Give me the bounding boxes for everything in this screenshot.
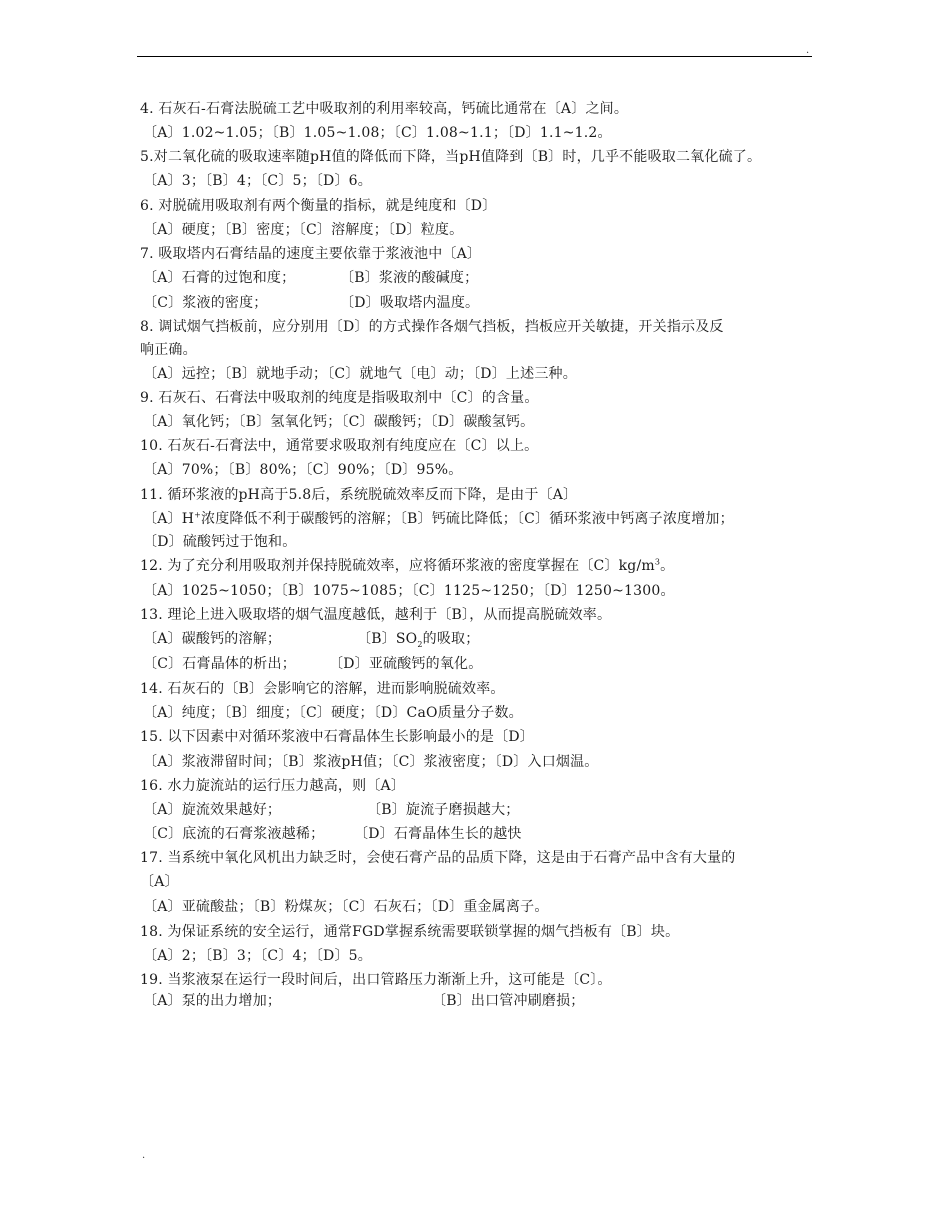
- options-15: 〔A〕浆液滞留时间；〔B〕浆液pH值；〔C〕浆液密度；〔D〕入口烟温。: [143, 754, 599, 770]
- footer-dot: .: [142, 1150, 146, 1161]
- option-13a: 〔A〕碳酸钙的溶解；: [143, 631, 282, 647]
- header-rule: [137, 56, 812, 57]
- option-13c: 〔C〕石膏晶体的析出；: [143, 656, 296, 672]
- options-4: 〔A〕1.02~1.05；〔B〕1.05~1.08；〔C〕1.08~1.1；〔D〕1.1~1.2。: [143, 125, 612, 141]
- question-13: 13. 理论上进入吸取塔的烟气温度越低，越利于〔B〕，从而提高脱硫效率。: [140, 607, 612, 623]
- question-12: 12. 为了充分利用吸取剂并保持脱硫效率，应将循环浆液的密度掌握在〔C〕$kg/m^3$。: [140, 557, 675, 574]
- question-8: 8. 调试烟气挡板前，应分别用〔D〕的方式操作各烟气挡板，挡板应开关敏捷，开关指示及反: [140, 319, 724, 335]
- question-5: 5.对二氧化硫的吸取速率随pH值的降低而下降，当pH值降到〔B〕时，几乎不能吸取二氧化硫了。: [140, 149, 762, 165]
- question-15: 15. 以下因素中对循环浆液中石膏晶体生长影响最小的是〔D〕: [140, 729, 534, 745]
- option-7a: 〔A〕石膏的过饱和度；: [143, 270, 296, 286]
- question-8-cont: 响正确。: [140, 342, 197, 358]
- option-19a: 〔A〕泵的出力增加；: [143, 993, 282, 1009]
- question-17: 17. 当系统中氧化风机出力缺乏时，会使石膏产品的品质下降，这是由于石膏产品中含有大量的: [140, 850, 736, 866]
- header-dot: .: [806, 45, 810, 56]
- question-16: 16. 水力旋流站的运行压力越高，则〔A〕: [140, 778, 406, 794]
- options-11-cont: 〔D〕硫酸钙过于饱和。: [143, 534, 297, 550]
- options-6: 〔A〕硬度；〔B〕密度；〔C〕溶解度；〔D〕粒度。: [143, 222, 464, 238]
- options-10: 〔A〕70%；〔B〕80%；〔C〕90%；〔D〕95%。: [143, 462, 463, 478]
- option-16c: 〔C〕底流的石膏浆液越稀；: [143, 826, 325, 842]
- option-13d: 〔D〕亚硫酸钙的氧化。: [329, 656, 483, 672]
- options-17: 〔A〕亚硫酸盐；〔B〕粉煤灰；〔C〕石灰石；〔D〕重金属离子。: [143, 899, 549, 915]
- options-13-row2: [143, 655, 482, 673]
- options-19-row1: [143, 992, 585, 1010]
- subscript-2: 2: [417, 639, 423, 649]
- options-11: 〔A〕H+浓度降低不利于碳酸钙的溶解；〔B〕钙硫比降低；〔C〕循环浆液中钙离子浓度增加；: [143, 510, 734, 527]
- question-10: 10. 石灰石-石膏法中，通常要求吸取剂有纯度应在〔C〕以上。: [140, 438, 539, 454]
- superscript-plus: +: [194, 510, 202, 520]
- option-16d: 〔D〕石膏晶体生长的越快: [354, 826, 522, 842]
- question-4: 4. 石灰石-石膏法脱硫工艺中吸取剂的利用率较高，钙硫比通常在〔A〕之间。: [140, 101, 629, 117]
- question-11: 11. 循环浆液的pH高于5.8后，系统脱硫效率反而下降，是由于〔A〕: [140, 487, 578, 503]
- question-9: 9. 石灰石、石膏法中吸取剂的纯度是指吸取剂中〔C〕的含量。: [140, 390, 539, 406]
- options-8: 〔A〕远控；〔B〕就地手动；〔C〕就地气〔电〕动；〔D〕上述三种。: [143, 366, 577, 382]
- option-19b: 〔B〕出口管冲刷磨损；: [432, 993, 585, 1009]
- question-17-cont: 〔A〕: [140, 874, 179, 890]
- option-7d: 〔D〕吸取塔内温度。: [340, 295, 480, 311]
- options-18: 〔A〕2；〔B〕3；〔C〕4；〔D〕5。: [143, 948, 372, 964]
- option-7b: 〔B〕浆液的酸碱度；: [340, 270, 479, 286]
- options-5: 〔A〕3；〔B〕4；〔C〕5；〔D〕6。: [143, 173, 372, 189]
- superscript-3: 3: [654, 557, 661, 567]
- options-7-row2: [143, 294, 479, 312]
- options-16-row1: [143, 801, 520, 819]
- option-7c: 〔C〕浆液的密度；: [143, 295, 268, 311]
- option-16b: 〔B〕旋流子磨损越大；: [367, 802, 520, 818]
- question-6: 6. 对脱硫用吸取剂有两个衡量的指标，就是纯度和〔D〕: [140, 198, 497, 214]
- options-16-row2: [143, 825, 522, 843]
- options-12: 〔A〕1025~1050；〔B〕1075~1085；〔C〕1125~1250；〔D〕1250~1300。: [143, 583, 675, 599]
- question-18: 18. 为保证系统的安全运行，通常FGD掌握系统需要联锁掌握的烟气挡板有〔B〕块。: [140, 924, 680, 940]
- question-19: 19. 当浆液泵在运行一段时间后，出口管路压力渐渐上升，这可能是〔C〕。: [140, 972, 612, 988]
- options-13-row1: [143, 630, 479, 648]
- options-14: 〔A〕纯度；〔B〕细度；〔C〕硬度；〔D〕CaO质量分子数。: [143, 705, 523, 721]
- question-14: 14. 石灰石的〔B〕会影响它的溶解，进而影响脱硫效率。: [140, 681, 505, 697]
- option-16a: 〔A〕旋流效果越好；: [143, 802, 282, 818]
- options-7-row1: [143, 269, 478, 287]
- option-13b: 〔B〕$SO_2$的吸取；: [357, 631, 480, 649]
- options-9: 〔A〕氧化钙；〔B〕氢氧化钙；〔C〕碳酸钙；〔D〕碳酸氢钙。: [143, 414, 535, 430]
- question-7: 7. 吸取塔内石膏结晶的速度主要依靠于浆液池中〔A〕: [140, 246, 482, 262]
